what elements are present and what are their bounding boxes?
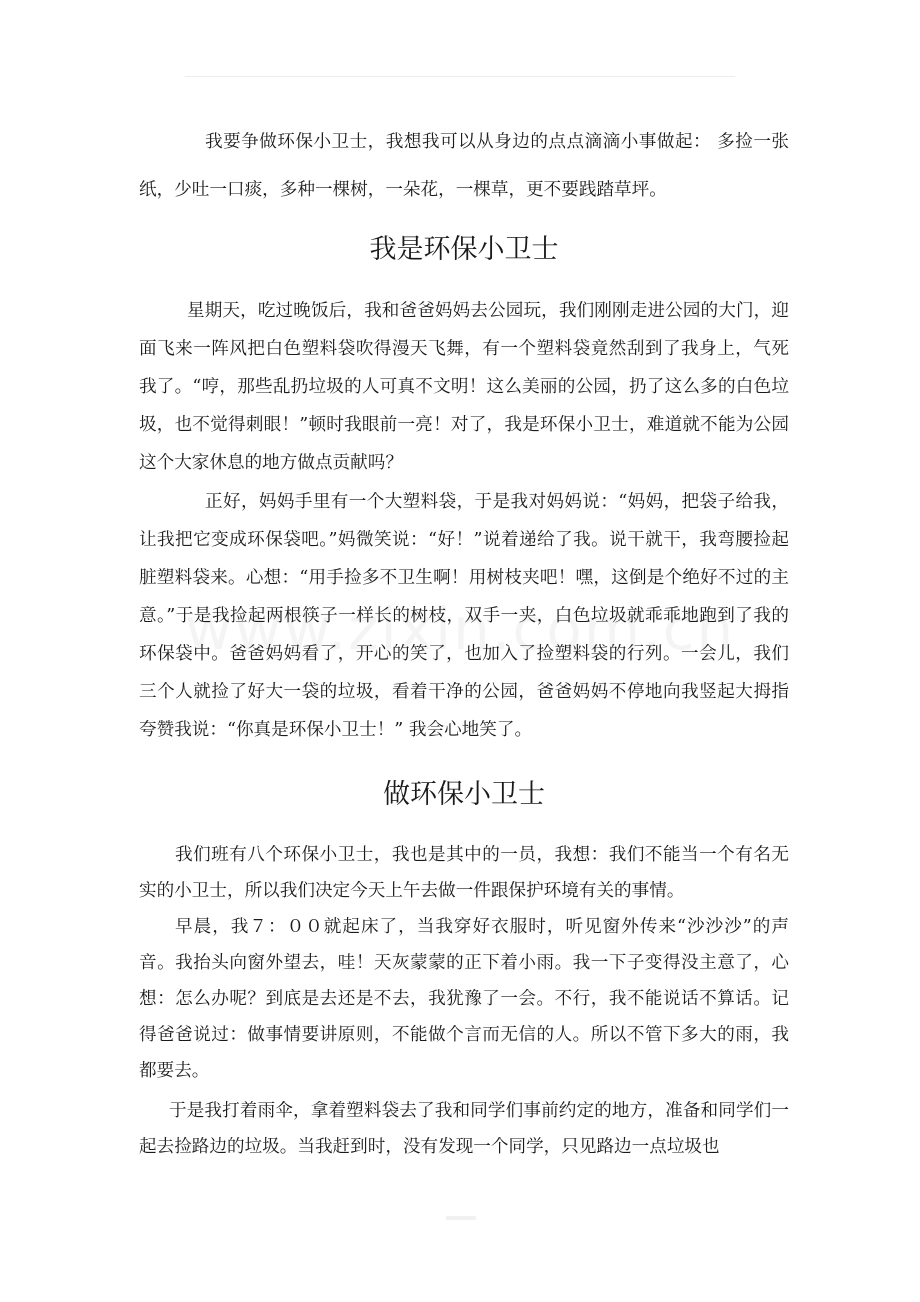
section1-paragraph-1: 星期天，吃过晚饭后，我和爸爸妈妈去公园玩，我们刚刚走进公园的大门，迎面飞来一阵风把白色塑料袋吹得漫天飞舞，有一个塑料袋竟然刮到了我身上，气死我了。“哼，那些乱扔垃圾的人可真不文明！这么美丽的公园，扔了这么多的白色垃圾，也不觉得刺眼！”顿时我眼前一亮！对了，我是环保小卫士，难道就不能为公园这个大家休息的地方做点贡献吗？ [139, 301, 789, 473]
section2-paragraph-3: 于是我打着雨伞，拿着塑料袋去了我和同学们事前约定的地方，准备和同学们一起去捡路边的垃圾。当我赶到时，没有发现一个同学，只见路边一点垃圾也 [139, 1101, 789, 1157]
section1-paragraph-2: 正好，妈妈手里有一个大塑料袋，于是我对妈妈说：“妈妈，把袋子给我，让我把它变成环保袋吧。”妈微笑说：“好！”说着递给了我。说干就干，我弯腰捡起脏塑料袋来。心想：“用手捡多不卫生啊！用树枝夹吧！嘿，这倒是个绝好不过的主意。”于是我捡起两根筷子一样长的树枝，双手一夹，白色垃圾就乖乖地跑到了我的环保袋中。爸爸妈妈看了，开心的笑了，也加入了捡塑料袋的行列。一会儿，我们三个人就捡了好大一袋的垃圾，看着干净的公园，爸爸妈妈不停地向我竖起大拇指夸赞我说：“你真是环保小卫士！” 我会心地笑了。 [139, 492, 789, 740]
footer-mark [446, 1216, 476, 1220]
header-rule [185, 76, 735, 77]
section1-title: 我是环保小卫士 [369, 234, 559, 265]
section2-paragraph-2: 早晨，我７：００就起床了，当我穿好衣服时，听见窗外传来“沙沙沙”的声音。我抬头向窗外望去，哇！天灰蒙蒙的正下着小雨。我一下子变得没主意了，心想：怎么办呢？到底是去还是不去，我犹豫了一会。不行，我不能说话不算话。记得爸爸说过：做事情要讲原则，不能做个言而无信的人。所以不管下多大的雨，我都要去。 [139, 917, 789, 1081]
section2-title: 做环保小卫士 [383, 779, 545, 810]
section2-paragraph-1: 我们班有八个环保小卫士，我也是其中的一员，我想：我们不能当一个有名无实的小卫士，所以我们决定今天上午去做一件跟保护环境有关的事情。 [139, 845, 789, 901]
document-body [139, 118, 789, 1165]
intro-paragraph: 我要争做环保小卫士，我想我可以从身边的点点滴滴小事做起： 多捡一张纸，少吐一口痰，多种一棵树，一朵花，一棵草，更不要践踏草坪。 [139, 132, 789, 200]
